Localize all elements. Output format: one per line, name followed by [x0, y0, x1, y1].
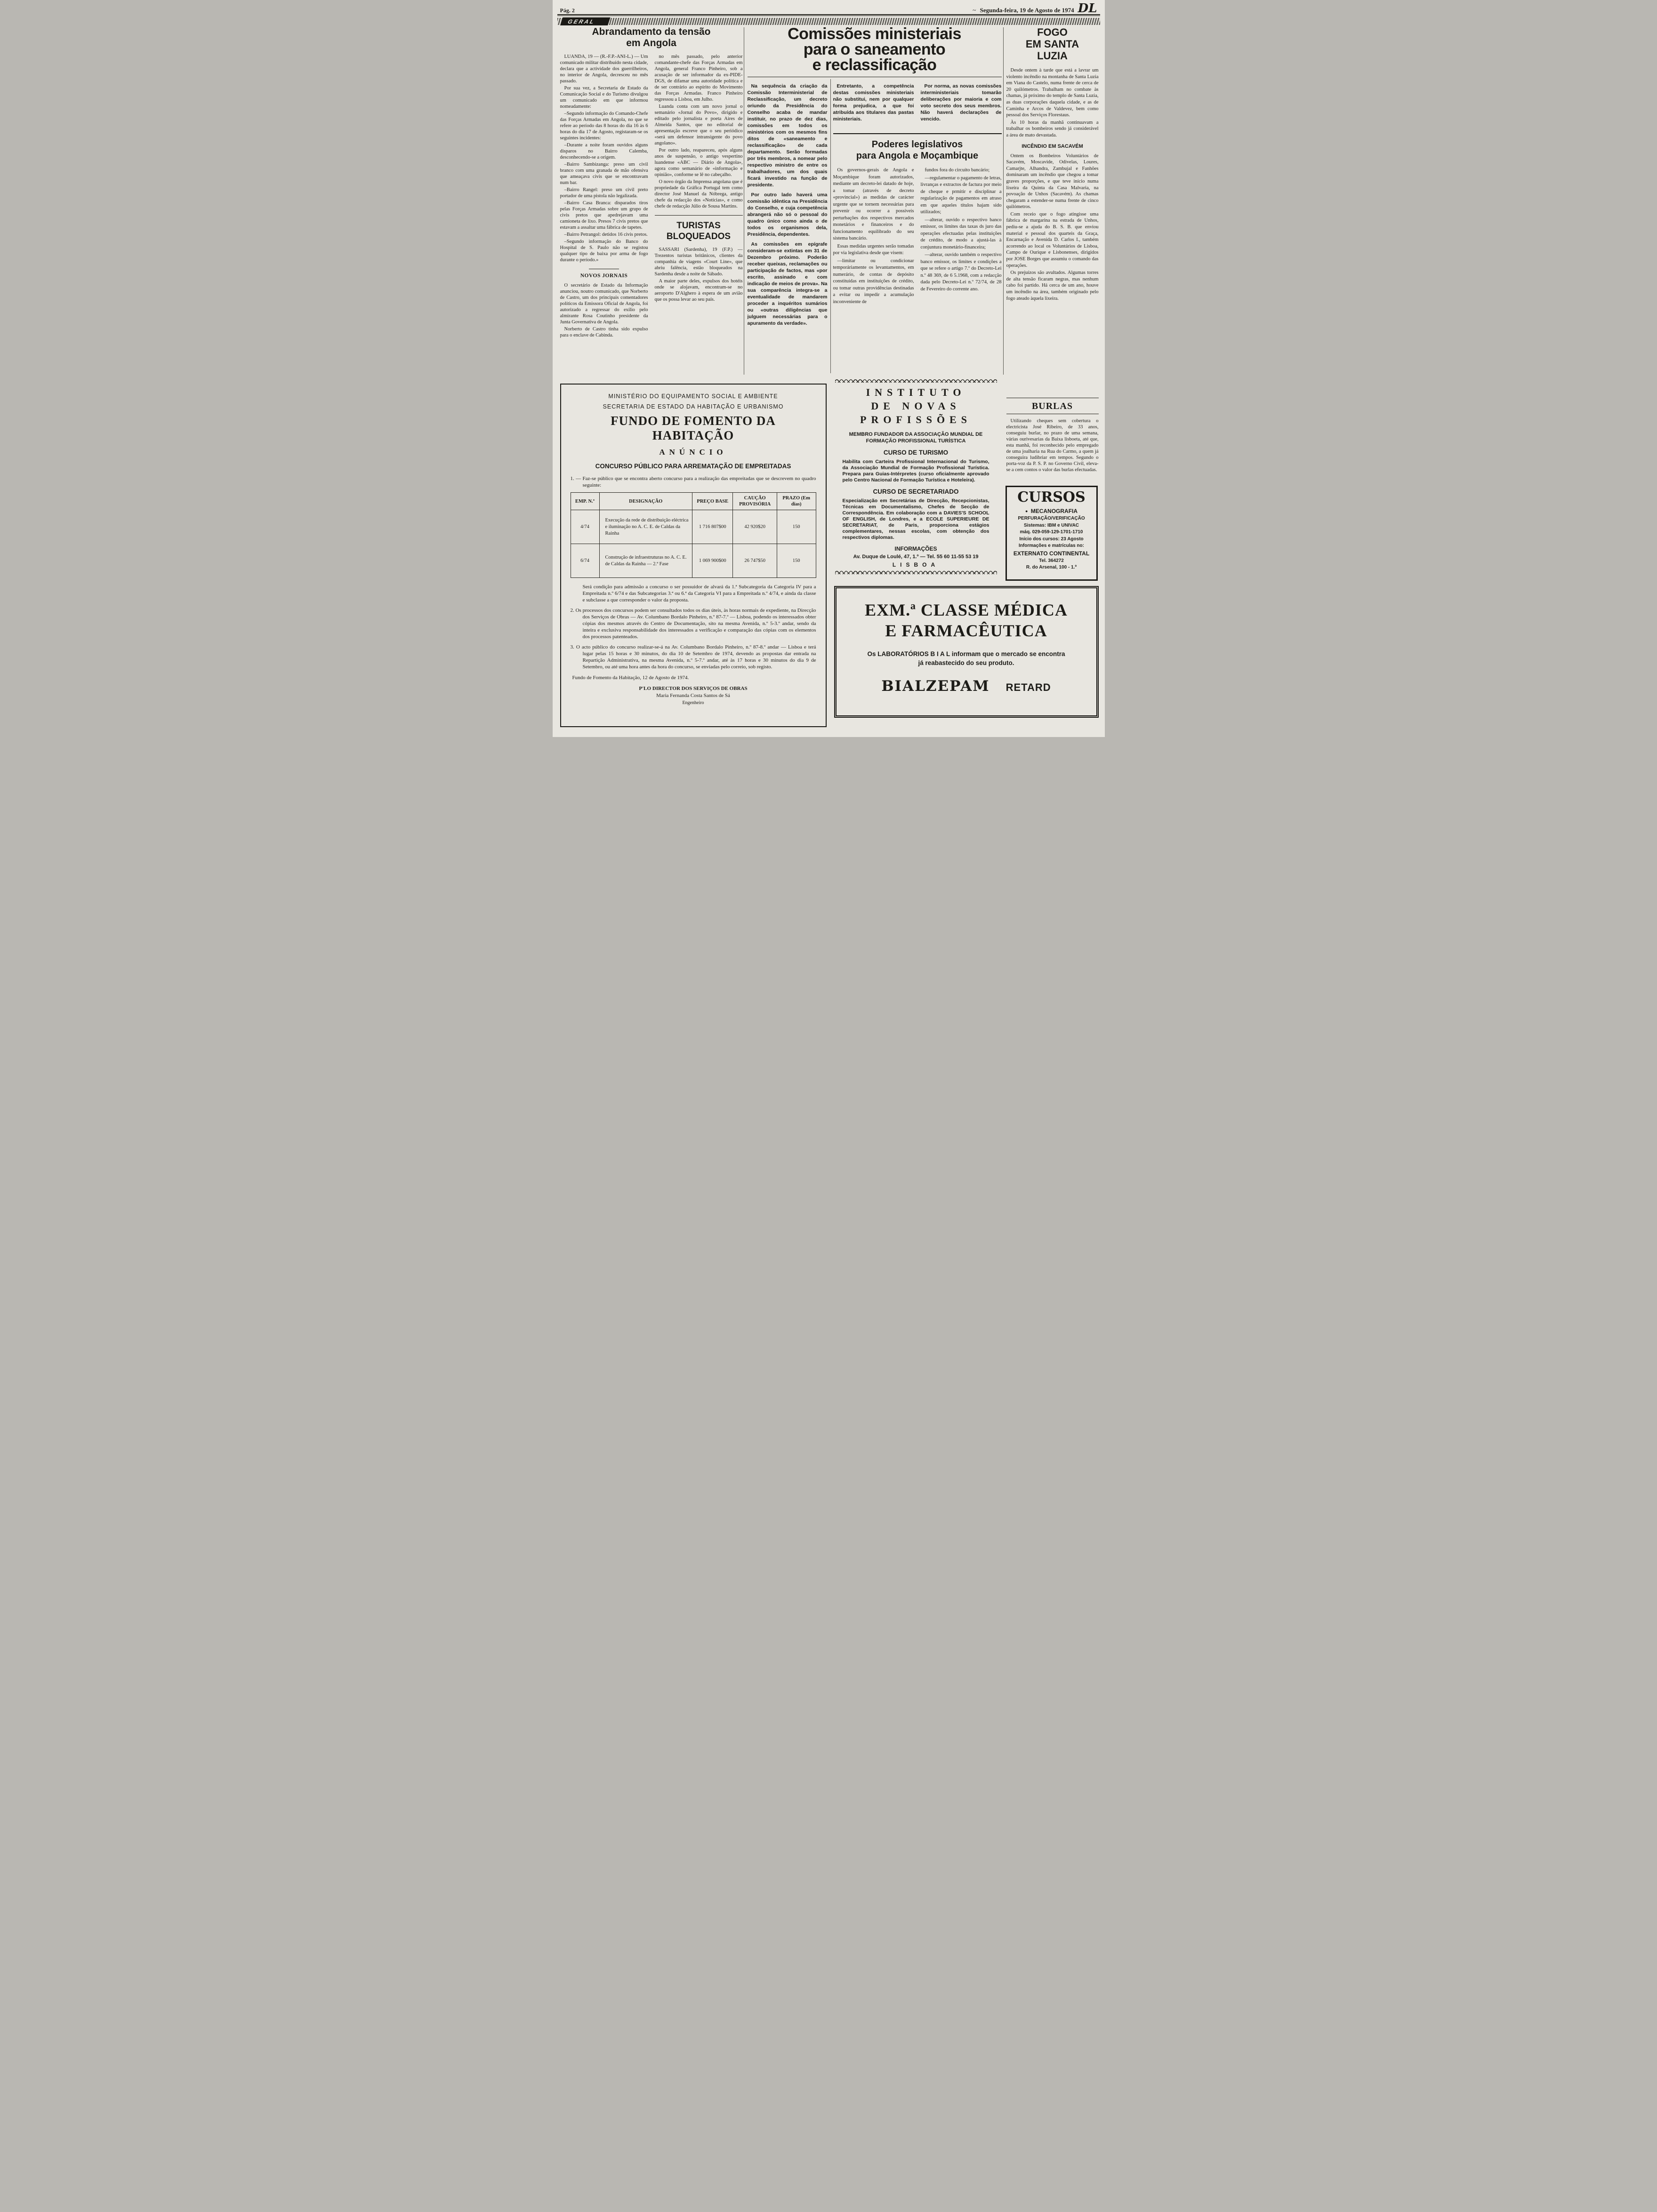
paragraph: Utilizando cheques sem cobertura o electricista José Ribeiro, de 33 anos, conseguiu burlar, no prazo de uma semana, várias ourivesarias da Baixa lisboeta, até que, esta manhã, foi reconhecido pelo empregado de uma joalharia na Rua do Carmo, a quem já conseguira ludibriar em tempos. Segundo o porta-voz da P. S. P. no Governo Civil, eleva-se a cem contos o valor das burlas efectuadas. [1006, 418, 1099, 473]
article-poderes-col1 [833, 167, 914, 306]
article-comissoes [748, 26, 1002, 376]
article-angola-col1 [560, 54, 648, 339]
newspaper-page [553, 0, 1105, 737]
ad-cursos-line: EXTERNATO CONTINENTAL [1013, 550, 1090, 557]
paragraph: —alterar, ouvido também o respectivo banco emissor, os limites e condições a que se refere o artigo 7.º do Decreto-Lei n.º 48 369, de 6 5.1968, com a redacção dada pelo Decreto-Lei n.º 72/74, de 28 de Fevereiro do corrente ano. [920, 252, 1002, 292]
title-line: PROFISSÕES [860, 414, 972, 425]
paragraph: –Durante a noite foram ouvidos alguns disparos no Bairro Calemba, desconhecendo-se a origem. [560, 143, 648, 160]
ad-fundo-intro: 1. — Faz-se público que se encontra aberto concurso para a realização das empreitadas que se descrevem no quadro seguinte: [570, 476, 816, 488]
ad-inp-city: LISBOA [892, 561, 940, 568]
article-poderes [833, 133, 1002, 306]
ad-inp-curso-turismo: CURSO DE TURISMO [883, 449, 949, 456]
paragraph: Com receio que o fogo atingisse uma fábrica de margarina na estrada de Unhos, pediu-se a ajuda do B. S. B. que enviou material e pessoal dos quarteis da Graça, Encarnação e Avenida D. Carlos I., também acorrendo ao local os Voluntários de Lisboa, Campo de Ourique e Lisbonenses, dirigidos por JOSE Borges que assumiu o comando das operações. [1006, 211, 1099, 268]
section-banner [557, 18, 1100, 25]
article-body [655, 247, 743, 303]
ad-cursos-line: máq. 029-059-129-1701-1710 [1020, 529, 1083, 535]
bullet-icon: ● [1025, 509, 1028, 513]
table-cell: 42 920$20 [733, 510, 777, 544]
paragraph: –Bairro Rangel: preso um civil preto portador de uma pistola não legalizada. [560, 187, 648, 199]
article-body [560, 54, 648, 263]
ad-fundo-date: Fundo de Fomento da Habitação, 12 de Agosto de 1974. [572, 675, 689, 681]
signature-name: Maria Fernanda Costa Santos de Sá [656, 693, 730, 698]
date-block [973, 1, 1097, 16]
paragraph: Por outro lado, reapareceu, após alguns anos de suspensão, o antigo vespertino luandense «ABC — Diário de Angola», agora como semanário de «informação e opinião», conforme se lê no cabeçalho. [654, 148, 743, 177]
paragraph: –Bairro Petrangol: detidos 16 civis pretos. [564, 232, 648, 237]
zigzag-border [835, 571, 997, 574]
column-divider [1003, 27, 1004, 375]
paragraph: –Segundo informação do Banco do Hospital de S. Paulo não se registou qualquer tipo de baixa por arma de fogo durante o período.» [560, 239, 648, 263]
article-body [1006, 153, 1099, 302]
article-body [655, 54, 743, 209]
title-line: Abrandamento da tensão [592, 26, 711, 37]
paragraph: —regulamentar o pagamento de letras, livranças e extractos de factura por meio de cheque e prmitir e disciplinar a regularização de pagamentos em atraso em que aqueles títulos hajam sido utilizados; [920, 175, 1002, 215]
page-number: Pág. 2 [560, 7, 575, 14]
paragraph: –Bairro Sambizanga: preso um civil branco com uma granada de mão ofensiva que ameaçava civis que se encontravam num bar. [560, 162, 648, 185]
article-body [1006, 67, 1099, 139]
ad-inp-curso-secretariado-text: Especialização em Secretárias de Direcção, Recepcionistas, Técnicas em Documentalismo, Chefes de Secção de Correspondência. Em colaboração com a DAVIES'S SCHOOL OF ENGLISH, de Londres, e a ECOLE SUPERIEURE DE SECRETARIAT, de Paris, proporciona estágios complementares, nessas escolas, com obtenção dos respectivos diplomas. [842, 498, 989, 540]
ad-instituto-novas-profissoes [831, 377, 1001, 574]
paragraph: O secretário de Estado da Informação anunciou, noutro comunicado, que Norberto de Castro, um dos principais comentadores políticos da Emissora Oficial de Angola, foi autorizado a regressar do exílio pelo almirante Rosa Coutinho presidente da Junta Governativa de Angola. [560, 283, 648, 325]
paragraph: Desde ontem à tarde que está a lavrar um violento incêndio na montanha de Santa Luzia em Viana do Castelo, numa frente de cerca de 20 quilómetros. Trabalham no combate às chamas, já próximo do templo de Santa Luzia, as duas corporações daquela cidade, e as de Caminha e Arcos de Valdevez, bem como pessoal dos Serviços Florestaus. [1006, 68, 1099, 118]
title-line: Poderes legislativos [871, 139, 963, 150]
paragraph: fundos fora do circuito bancário; [925, 168, 990, 173]
article-angola-col2 [655, 54, 743, 339]
ad-bial [834, 586, 1099, 718]
paragraph: O novo órgão da Imprensa angolana que é propriedade da Gráfica Portugal tem como director José Manuel da Nóbrega, antigo chefe da redacção dos «Notícias», e como chefe de redacção Júlio de Sousa Martins. [654, 179, 743, 209]
table-cell: 1 716 807$00 [692, 510, 732, 544]
table-cell: 1 069 900$00 [692, 544, 732, 578]
section-label: GERAL [560, 17, 611, 25]
ad-inp-address: Av. Duque de Loulé, 47, 1.º — Tel. 55 60 11-55 53 19 [853, 554, 979, 560]
ad-fundo-concurso: CONCURSO PÚBLICO PARA ARREMATAÇÃO DE EMPREITADAS [595, 463, 791, 470]
table-cell: 6/74 [571, 544, 599, 578]
table-cell: 26 747$50 [733, 544, 777, 578]
paragraph: —alterar, ouvido o respectivo banco emissor, os limites das taxas ds juro das operações efectuadas pelas instituições de crédito, de modo a ajustá-las à conjuntura monetário-financeira; [920, 217, 1002, 250]
paragraph: Essas medidas urgentes serão tomadas por via legislativa desde que visem: [833, 243, 914, 256]
table-header-row [571, 493, 816, 510]
paragraph: As comissões em epígrafe consideram-se extintas em 31 de Dezembro próximo. Poderão receber queixas, reclamações ou participação de factos, mas «por escrito, assinado e com indicação de meios de prova». Na sua comparência integra-se a eventualidade de mandarem proceder a inquéritos sumários ou «outras diligências que julguem necessárias para o apuramento da verdade». [747, 241, 828, 326]
title-line: para o saneamento [803, 40, 946, 58]
ad-cursos-line: Informações e matrículas no: [1019, 543, 1084, 548]
article-comissoes-body [748, 83, 1002, 330]
edition-date: Segunda-feira, 19 de Agosto de 1974 [980, 7, 1074, 14]
ad-cursos-line: PERFURAÇÃO/VERIFICAÇÃO [1018, 516, 1085, 521]
ad-fundo-item2: 2. Os processos dos concursos podem ser consultados todos os dias úteis, às horas normais de expediente, na Direcção dos Serviços de Obras — Av. Columbano Bordalo Pinheiro, n.º 87-7.º — Lisboa, podendo os interessados obter cópias dos mesmos através do Centro de Documentação, sito na mesma Avenida, n.º 5-3.º andar, sendo da inteira e exclusiva responsabilidade dos interessados a verificação e comparação das cópias com os elementos dos processos patenteados. [570, 608, 816, 640]
ad-inp-curso-secretariado: CURSO DE SECRETARIADO [873, 488, 959, 495]
header-rule [557, 14, 1100, 16]
paragraph: Por norma, as novas comissões interministeriais tomarão deliberações por maioria e com voto secreto dos seus membros. Não haverá declarações de vencido. [920, 83, 1002, 122]
article-turistas [655, 215, 743, 303]
article-angola-title [560, 26, 743, 49]
ad-cursos-line: R. do Arsenal, 100 - 1.º [1026, 565, 1077, 570]
paragraph: Por sua vez, a Secretaria de Estado da Comunicação Social e do Turismo divulgou um comunicado em que informou nomeadamente: [560, 86, 648, 109]
title-line: BLOQUEADOS [666, 232, 731, 241]
title-line: e reclassificação [812, 56, 937, 74]
ad-fundo-anuncio: ANÚNCIO [659, 448, 727, 457]
table-header: CAUÇÃO PROVISÓRIA [733, 493, 777, 510]
article-poderes-title [833, 139, 1002, 161]
article-poderes-columns [833, 167, 1002, 306]
ad-fundo-secretary: SECRETARIA DE ESTADO DA HABITAÇÃO E URBANISMO [603, 403, 784, 410]
paragraph: Os prejuízos são avultados. Algumas torres de alta tensão ficaram negras, mas nenhum cabo foi partido. Há cerca de um ano, houve um incêndio na área, também originado pelo fogo ateado àquela lixeira. [1006, 270, 1099, 301]
ad-bial-brand: BIALZEPAM [881, 678, 990, 695]
signature-title: Engenheiro [682, 700, 704, 705]
article-angola-columns [560, 54, 743, 339]
ad-bial-brand-retard: RETARD [1005, 681, 1051, 693]
ad-bial-brands [837, 678, 1096, 695]
paragraph: Luanda conta com um novo jornal o semanário «Jornal do Povo», dirigido e editado pelo jornalista e poeta Aires de Almeida Santos, que no editorial de apresentação escreve que o seu periódico «será um defensor intransigente do povo angolano». [654, 104, 743, 146]
table-cell: 150 [777, 510, 816, 544]
ad-cursos-title: CURSOS [1017, 489, 1086, 505]
paragraph: –Segundo informação do Comando-Chefe das Forças Armadas em Angola, no que se refere ao período das 8 horas do dia 16 às 6 horas do dia 17 de Agosto, registaram-se os seguintes incidentes: [560, 111, 648, 141]
table-cell: Construção de infraestruturas no A. C. E. de Caldas da Rainha — 2.ª Fase [599, 544, 692, 578]
paragraph: Entretanto, a competência destas comissões ministeriais não substitui, nem por qualquer forma prejudica, a que foi atribuída aos titulares das pastas ministeriais. [833, 83, 914, 122]
article-comissoes-col1 [748, 83, 828, 330]
article-comissoes-right [833, 83, 1002, 330]
ad-fundo-table [571, 492, 816, 578]
title-line: Comissões ministeriais [788, 26, 961, 43]
table-cell: 150 [777, 544, 816, 578]
ad-cursos [1005, 486, 1098, 581]
article-turistas-title [655, 220, 743, 242]
signature-role: P'LO DIRECTOR DOS SERVIÇOS DE OBRAS [639, 686, 748, 691]
ad-bial-body: Os LABORATÓRIOS B I A L informam que o mercado se encontra já reabastecido do seu produto. [867, 650, 1065, 666]
article-angola [560, 26, 743, 376]
ad-inp-curso-turismo-text: Habilita com Carteira Profissional Internacional do Turismo, da Associação Mundial de Formação Profissional Turística. Prepara para Guias-Intérpretes (curso oficialmente aprovado pelo Centro Nacional de Formação Turística e Hoteleira). [842, 459, 989, 483]
paragraph: Os governos-gerais de Angola e Moçambique foram autorizados, mediante um decreto-lei datado de hoje, a tomar (através de decreto «provincial») as medidas de carácter urgente que se tornem necessárias para prevenir ou ocorrer a possíveis perturbações dos respectivos mercados monetários e financeiros e do funcionamento equilibrado do seu sistema bancário. [833, 168, 914, 241]
ad-cursos-text: MECANOGRAFIA [1030, 508, 1078, 514]
paragraph: Ontem os Bombeiros Voluntários de Sacavém, Moscavide, Odivelas, Loures, Camarjte, Alhandra, Zambujal e Fanhões dominaram um incêndio que chegou a tomar graves proporções, e que teve início numa lixeira da Quinta da Casa Malvaria, na povoação de Unhos (Sacavém). As chamas chegaram a estender-se numa frente de cinco quilómetros. [1006, 153, 1099, 210]
ad-cursos-line: Sistemas: IBM e UNIVAC [1023, 522, 1079, 528]
title-line: EM SANTA [1025, 38, 1079, 50]
article-comissoes-col3 [921, 83, 1002, 126]
ad-inp-member: MEMBRO FUNDADOR DA ASSOCIAÇÃO MUNDIAL DE FORMAÇÃO PROFISSIONAL TURÍSTICA [849, 432, 983, 444]
ad-fundo-title: FUNDO DE FOMENTO DA HABITAÇÃO [611, 414, 776, 442]
subhead-novos-jornais: NOVOS JORNAIS [580, 273, 628, 279]
ad-cursos-line: Início dos cursos: 23 Agosto [1019, 536, 1084, 542]
table-cell: 4/74 [571, 510, 599, 544]
article-comissoes-top [833, 83, 1002, 126]
title-line: TURISTAS [676, 221, 721, 231]
title-line: DE NOVAS [871, 400, 961, 412]
paragraph: Por outro lado haverá uma comissão idêntica na Presidência do Conselho, e cuja competência abrangerá não só o pessoal do quadro único como ainda o de todos os organismos dela, Presidência, dependentes. [747, 192, 828, 237]
table-header: PRAZO (Em dias) [777, 493, 816, 510]
page-header [560, 1, 1097, 16]
article-fogo-title [1006, 26, 1099, 62]
article-comissoes-title [748, 26, 1002, 77]
paragraph: Na sequência da criação da Comissão Interministerial de Reclassificação, um decreto oriundo da Presidência do Conselho acaba de mandar instituir, no prazo de dez dias, comissões em todos os ministérios com os mesmos fins ditos de «saneamento e reclassificação» de cada departamento. Serão formadas por três membros, a nomear pelo respectivo ministro de entre os trabalhadores, um dos quais ficará investido na função de presidente. [747, 83, 828, 188]
article-fogo [1006, 26, 1099, 395]
article-burlas-title: BURLAS [1006, 401, 1099, 414]
title-line: LUZIA [1037, 50, 1068, 62]
paragraph: SASSARI (Sardenha), 19 (F.P.) — Trezentos turistas britânicos, clientes da companhia de viagens «Court Line», que abriu falência, estão bloqueados na Sardenha desde a noite de Sábado. [654, 247, 743, 277]
paragraph: A maior parte deles, expulsos dos hotéis onde se alojavam, encontram-se no aeroporto D'Alghero à espera de um avião que os possa levar ao seu país. [654, 279, 743, 302]
ad-fundo-signature [571, 685, 816, 706]
swash-dash-mark: ~ [973, 7, 976, 14]
ad-cursos-line [1009, 507, 1094, 515]
ad-fundo-habitacao [560, 384, 827, 727]
ad-bial-title1: EXM.ª CLASSE MÉDICA [865, 601, 1068, 619]
title-line: em Angola [626, 38, 676, 48]
ad-inp-info-label: INFORMAÇÕES [894, 545, 937, 552]
article-body [560, 282, 648, 338]
table-header: EMP. N.º [571, 493, 599, 510]
paragraph: Às 10 horas da manhã continuavam a trabalhar os bombeiros sendo já considerável a área de mato devastada. [1006, 120, 1099, 138]
table-header: PREÇO BASE [692, 493, 732, 510]
paragraph: no mês passado, pelo anterior comandante-chefe das Forças Armadas em Angola, general Franco Pinheiro, sob a acusação de ser informador da ex-PIDE-DGS, de difamar uma autoridade política e de ser contrário ao espírito do Movimento das Forças Armadas. Franco Pinheiro regressou a Lisboa, em Julho. [654, 54, 743, 102]
article-poderes-col2 [921, 167, 1002, 306]
ad-inp-title [835, 385, 997, 426]
title-line: FOGO [1037, 26, 1068, 38]
subhead-sacavem: INCÊNDIO EM SACAVÉM [1022, 143, 1083, 149]
ad-fundo-item3: 3. O acto público do concurso realizar-se-á na Av. Columbano Bordalo Pinheiro, n.º 87-8.º andar — Lisboa e terá lugar pelas 15 horas e 30 minutos, do dia 10 de Setembro de 1974, devendo as propostas dar entrada na Repartição Administrativa, na mesma Avenida, n.º 5-7.º andar, até às 17 horas e 30 minutos do dia 9 de Setembro, ou até uma hora antes da hora do concurso, se enviadas pelo correio, sob registo. [570, 644, 816, 670]
paragraph: –Bairro Casa Branca: disparados tiros pelas Forças Armadas sobre um grupo de civis pretos que apedrejavam uma camioneta de lixo. Presos 7 civis pretos que estavam a assaltar uma fábrica de tapetes. [560, 200, 648, 230]
article-burlas [1006, 398, 1099, 482]
table-cell: Execução da rede de distribuição eléctrica e iluminação no A. C. E. de Caldas da Rainha [599, 510, 692, 544]
title-line: INSTITUTO [866, 386, 966, 398]
title-line: para Angola e Moçambique [856, 151, 979, 161]
article-comissoes-col2 [833, 83, 914, 126]
newspaper-logo: DL [1078, 1, 1097, 16]
zigzag-border [835, 379, 997, 383]
paragraph: Norberto de Castro tinha sido expulso para o enclave de Cabinda. [560, 327, 648, 338]
ad-fundo-condition: Será condição para admissão a concurso o ser possuidor de alvará da 1.ª Subcategoria da Categoria IV para a Empreitada n.º 6/74 e das Subcategorias 3.ª ou 6.ª da Categoria VI para a Empreitada n.º 4/74, e ainda da classe e subclasse a que corresponder o valor da proposta. [582, 584, 816, 603]
table-header: DESIGNAÇÃO [599, 493, 692, 510]
table-row [571, 510, 816, 544]
ad-bial-title2: E FARMACÊUTICA [885, 621, 1047, 640]
article-body [1006, 418, 1099, 473]
ad-fundo-ministry: MINISTÉRIO DO EQUIPAMENTO SOCIAL E AMBIENTE [608, 393, 778, 400]
paragraph: —limitar ou condicionar temporáriamente os levantamentos, em numerário, de contas de depósito constituídas em instituições de crédito, ou tomar outras providências destinadas a evitar ou impedir a acumulação inconveniente de [833, 258, 914, 305]
table-row [571, 544, 816, 578]
ad-cursos-line: Tel. 364272 [1039, 558, 1064, 563]
paragraph: LUANDA, 19 — (R.-F.P.-ANI-L.) — Um comunicado militar distribuído nesta cidade, declara que a actividade dos guerrilheiros, no interior de Angola, decresceu no mês passado. [560, 54, 648, 84]
